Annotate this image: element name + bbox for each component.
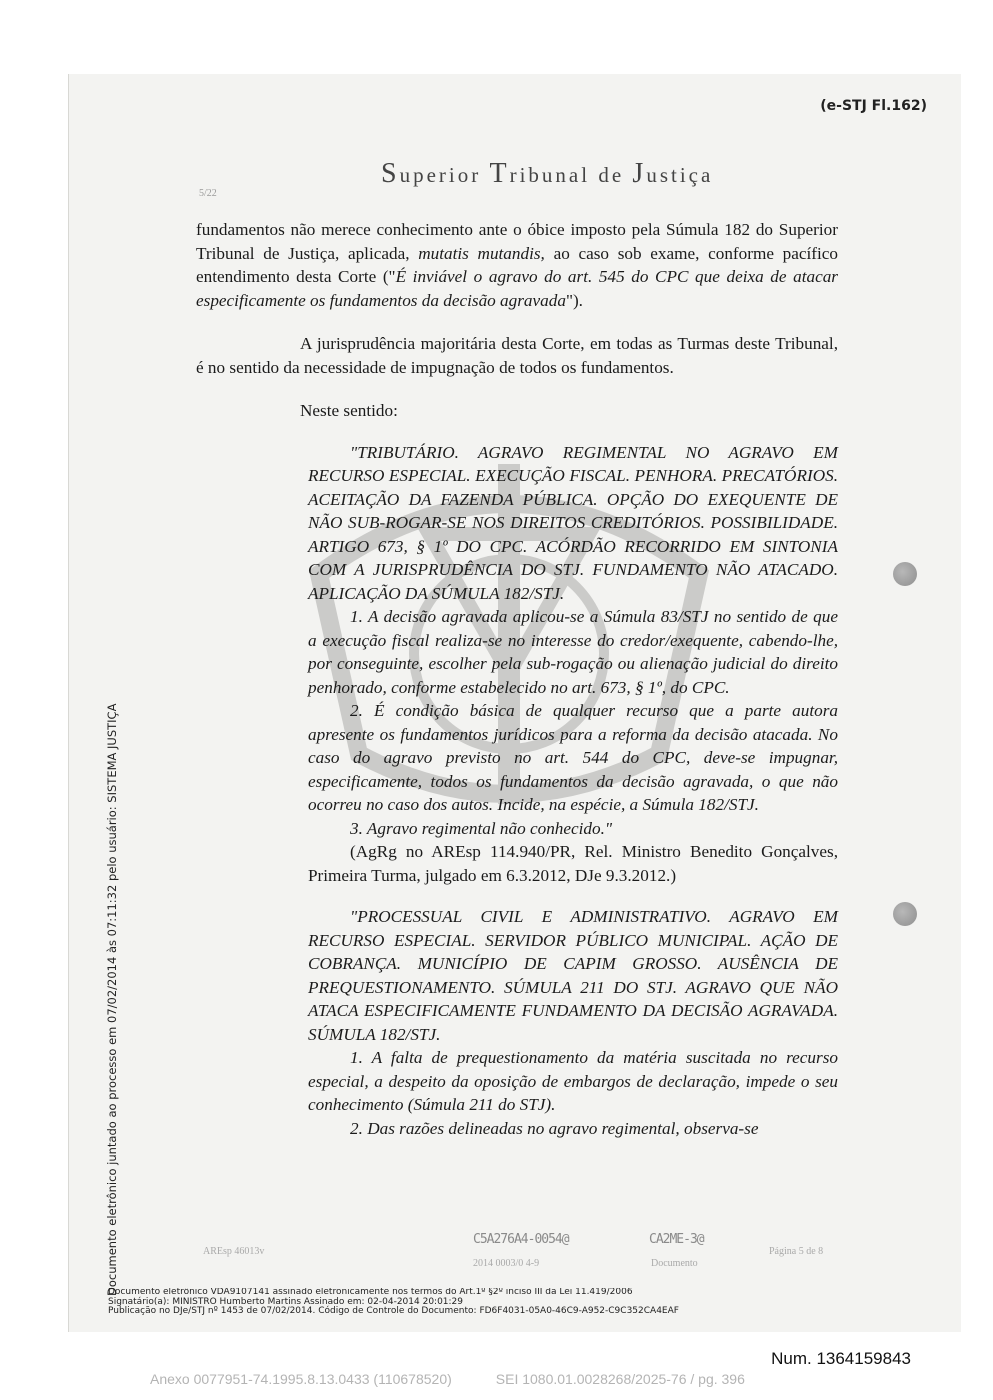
footer-barcode-caption: 2014 0003/0 4-9 (473, 1258, 540, 1269)
punch-hole (893, 562, 917, 586)
punch-hole (893, 902, 917, 926)
annex-footer: Anexo 0077951-74.1995.8.13.0433 (110678520) SEI 1080.01.0028268/2025-76 / pg. 396 (150, 1371, 745, 1387)
footer-barcode-caption: Documento (651, 1258, 698, 1269)
footer-page-number: Página 5 de 8 (769, 1246, 824, 1257)
page-mark: 5/22 (199, 188, 217, 199)
quote-item: 1. A falta de prequestionamento da matéria suscitada no recurso especial, a despeito da oposição de embargos de declaração, impede o seu conhecimento (Súmula 211 do STJ). (308, 1048, 838, 1114)
sidebar-document-note: Documento eletrônico juntado ao processo em 07/02/2014 às 07:11:32 pelo usuário: SISTEMA JUSTIÇA (105, 703, 119, 1296)
document-body (196, 218, 838, 1140)
scanned-page (68, 74, 961, 1332)
paragraph: fundamentos não merece conhecimento ante o óbice imposto pela Súmula 182 do Superior Tribunal de Justiça, aplicada, mutatis mutandis, ao caso sob exame, conforme pacífico entendimento desta Corte ("É inviável o agravo do art. 545 do CPC que deixa de atacar especificamente os fundamentos da decisão agravada"). (196, 220, 839, 310)
citation: (AgRg no AREsp 114.940/PR, Rel. Ministro Benedito Gonçalves, Primeira Turma, julgado em 6.3.2012, DJe 9.3.2012.) (308, 842, 838, 885)
quote-item: 2. Das razões delineadas no agravo regimental, observa-se (350, 1118, 759, 1138)
quote-item: 1. A decisão agravada aplicou-se a Súmula 83/STJ no sentido de que a execução fiscal realiza-se no interesse do credor/exequente, cabendo-lhe, por conseguinte, escolher pela sub-rogação ou alienação judicial do direito penhorado, conforme estabelecido no art. 673, § 1º, do CPC. (308, 607, 838, 697)
page-stamp: (e-STJ Fl.162) (820, 98, 927, 114)
footer-barcode: CA2ME-3@ (649, 1232, 704, 1247)
signature-block: Documento eletrônico VDA9107141 assinado eletronicamente nos termos do Art.1º §2º inciso III da Lei 11.419/2006 Signatário(a): MINISTRO Humberto Martins Assinado em: 02-04-2014 20:01:29 Publicação no DJe/STJ nº 1453 de 07/02/2014. Código de Controle do Documento: FD6F4031-05A0-46C9-A952-C9C352CA4EAF (108, 1288, 679, 1317)
quote-item: 2. É condição básica de qualquer recurso que a parte autora apresente os fundamentos jurídicos para a reforma da decisão atacada. No caso do agravo previsto no art. 544 do CPC, deve-se impugnar, especificamente, todos os fundamentos da decisão agravada, o que não ocorreu no caso dos autos. Incide, na espécie, a Súmula 182/STJ. (308, 701, 838, 814)
quote-heading: "PROCESSUAL CIVIL E ADMINISTRATIVO. AGRAVO EM RECURSO ESPECIAL. SERVIDOR PÚBLICO MUNICIPAL. AÇÃO DE COBRANÇA. MUNICÍPIO DE CAPIM GROSSO. AUSÊNCIA DE PREQUESTIONAMENTO. SÚMULA 211 DO STJ. AGRAVO QUE NÃO ATACA ESPECIFICAMENTE FUNDAMENTO DA DECISÃO AGRAVADA. SÚMULA 182/STJ. (308, 907, 838, 1044)
paragraph: A jurisprudência majoritária desta Corte, em todas as Turmas deste Tribunal, é no sentido da necessidade de impugnação de todos os fundamentos. (196, 334, 838, 377)
quote-item: 3. Agravo regimental não conhecido." (350, 818, 613, 838)
footer-barcode: C5A276A4-0054@ (473, 1232, 569, 1247)
footer-case-number: AREsp 46013v (203, 1246, 265, 1257)
quote-heading: "TRIBUTÁRIO. AGRAVO REGIMENTAL NO AGRAVO EM RECURSO ESPECIAL. EXECUÇÃO FISCAL. PENHORA. PRECATÓRIOS. ACEITAÇÃO DA FAZENDA PÚBLICA. OPÇÃO DO EXEQUENTE DE NÃO SUB-ROGAR-SE NOS DIREITOS CREDITÓRIOS. POSSIBILIDADE. ARTIGO 673, § 1º DO CPC. ACÓRDÃO RECORRIDO EM SINTONIA COM A JURISPRUDÊNCIA DO STJ. FUNDAMENTO NÃO ATACADO. APLICAÇÃO DA SÚMULA 182/STJ. (308, 442, 838, 603)
court-header: Superior Tribunal de Justiça (381, 158, 714, 189)
paragraph: Neste sentido: (300, 401, 398, 420)
document-number: Num. 1364159843 (771, 1349, 911, 1368)
